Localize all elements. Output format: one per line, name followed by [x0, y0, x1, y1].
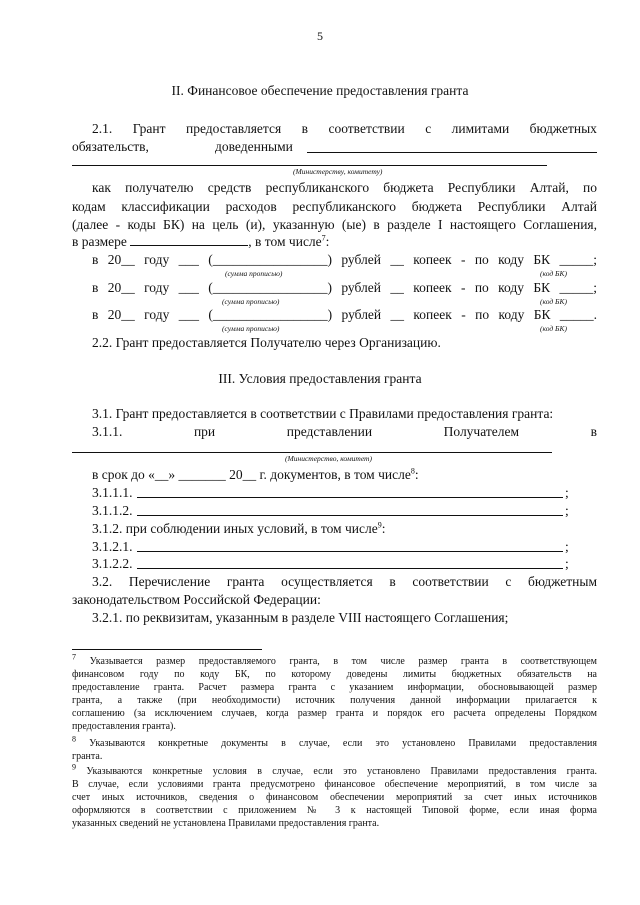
page-number: 5: [317, 29, 323, 43]
caption-ministry: (Министерству, комитету): [293, 167, 383, 176]
p21-word: с: [425, 121, 432, 136]
footnote-line: счет иных источников, сведения о финансовом обеспечении мероприятий за счет иных источников: [72, 792, 597, 803]
p32-line1: 3.2. Перечисление гранта осуществляется в соответствии с бюджетным: [92, 574, 597, 589]
p21-word: 2.1.: [92, 121, 113, 136]
fill-line: [72, 165, 547, 166]
colon: :: [381, 521, 386, 536]
footnote-mark: 8: [72, 734, 76, 744]
p21-word: в: [301, 121, 309, 136]
fill-line: [137, 515, 563, 516]
caption-sum: (сумма прописью): [225, 269, 283, 278]
year-row: в 20__ году ___ (_________________) рублей __ копеек - по коду БК _____;: [92, 280, 597, 295]
semicolon: ;: [565, 539, 569, 554]
semicolon: ;: [565, 485, 569, 500]
footnote-line: гранта.: [72, 751, 103, 762]
p311-word: при: [193, 424, 216, 439]
p32-line2: законодательством Российской Федерации:: [72, 592, 321, 607]
footnote-ref: 9: [377, 520, 382, 530]
p311-word: представлении: [286, 424, 373, 439]
colon: :: [414, 467, 419, 482]
p21-line2-a: обязательств,: [72, 139, 149, 154]
footnote-line: Указывается размер предоставляемого гранта, в том числе размер гранта в соответствующем: [89, 656, 597, 667]
item-3121-label: 3.1.2.1.: [92, 539, 133, 554]
p311-line1: [92, 424, 597, 440]
footnote-line: предоставления гранта).: [72, 721, 176, 732]
footnote-ref: 8: [410, 466, 415, 476]
item-3111-label: 3.1.1.1.: [92, 485, 133, 500]
footnote-ref: 7: [321, 233, 326, 243]
footnote-9: [72, 762, 597, 830]
p21-word: бюджетных: [529, 121, 597, 136]
semicolon: ;: [565, 503, 569, 518]
caption-code: (код БК): [540, 324, 567, 333]
caption-sum: (сумма прописью): [222, 324, 280, 333]
p321: 3.2.1. по реквизитам, указанным в разделе VIII настоящего Соглашения;: [92, 610, 509, 625]
semicolon: ;: [565, 556, 569, 571]
footnote-line: Указываются конкретные документы в случае, если это установлено Правилами предоставления: [89, 738, 598, 749]
caption-sum: (сумма прописью): [222, 297, 280, 306]
amount-label: в размере: [72, 234, 131, 249]
footnote-line: Указываются конкретные условия в случае, если это установлено Правилами предоставления гранта.: [86, 766, 597, 777]
p21-line1: [92, 121, 597, 137]
deadline-line: [92, 467, 419, 483]
caption-code: (код БК): [540, 269, 567, 278]
footnote-separator: [72, 649, 262, 650]
item-3122-label: 3.1.2.2.: [92, 556, 133, 571]
p312: [92, 521, 385, 537]
p22: 2.2. Грант предоставляется Получателю через Организацию.: [92, 335, 441, 350]
fill-line: [137, 497, 563, 498]
fill-line: [307, 152, 597, 153]
p21-line5: (далее - коды БК) на цель (и), указанную (ые) в разделе I настоящего Соглашения,: [72, 217, 597, 232]
footnote-line: оформляются в соответствии с приложением № 3 к настоящей Типовой форме, если иная форма: [72, 805, 597, 816]
p21-line6: в размере , в том числе$^7$:: [72, 233, 330, 249]
p21-word: предоставляется: [185, 121, 282, 136]
footnote-7: [72, 652, 597, 733]
footnote-8: [72, 734, 598, 763]
item-3112-label: 3.1.1.2.: [92, 503, 133, 518]
footnote-line: В случае, если условиями гранта предусмотрено финансовое обеспечение мероприятий, в том числе за: [72, 779, 597, 790]
footnote-line: указанных сведений не установлена Правилами предоставления гранта.: [72, 818, 380, 829]
year-row: в 20__ году ___ (_________________) рублей __ копеек - по коду БК _____.: [92, 307, 597, 322]
p21-line4: кодам классификации расходов республиканского бюджета Республики Алтай: [72, 199, 597, 214]
footnote-mark: 9: [72, 762, 76, 772]
p21-word: Грант: [132, 121, 166, 136]
fill-line: [130, 234, 248, 246]
p311-word: 3.1.1.: [92, 424, 123, 439]
section-3-title: III. Условия предоставления гранта: [218, 371, 422, 386]
caption-ministry: (Министерство, комитет): [285, 454, 372, 463]
p312-text: 3.1.2. при соблюдении иных условий, в том числе: [92, 521, 378, 536]
p21-line2-b: доведенными: [215, 139, 293, 154]
deadline-text: в срок до «__» _______ 20__ г. документов, в том числе: [92, 467, 411, 482]
p311-word: в: [590, 424, 597, 439]
fill-line: [72, 452, 552, 453]
footnote-line: соглашению (за исключением случаев, когда размер гранта и порядок его расчета определены Порядком: [72, 708, 597, 719]
incl-label: , в том числе: [248, 234, 322, 249]
p31: 3.1. Грант предоставляется в соответствии с Правилами предоставления гранта:: [92, 406, 554, 421]
p21-word: соответствии: [328, 121, 405, 136]
fill-line: [137, 568, 563, 569]
caption-code: (код БК): [540, 297, 567, 306]
footnote-mark: 7: [72, 652, 76, 662]
p21-line3: как получателю средств республиканского бюджета Республики Алтай, по: [92, 180, 597, 195]
footnote-line: финансовом году по коду БК, по которому доведены лимиты бюджетных обязательств на: [72, 669, 597, 680]
footnote-line: предоставление гранта. Расчет размера гранта с указанием информации, обосновывающей размер: [72, 682, 597, 693]
p21-word: лимитами: [451, 121, 510, 136]
section-2-title: II. Финансовое обеспечение предоставления гранта: [171, 83, 469, 98]
p311-word: Получателем: [443, 424, 520, 439]
footnote-line: гранта, а также (при необходимости) источник получения данной информации прилагается к: [72, 695, 597, 706]
fill-line: [137, 551, 563, 552]
year-row: в 20__ году ___ (_________________) рублей __ копеек - по коду БК _____;: [92, 252, 597, 267]
